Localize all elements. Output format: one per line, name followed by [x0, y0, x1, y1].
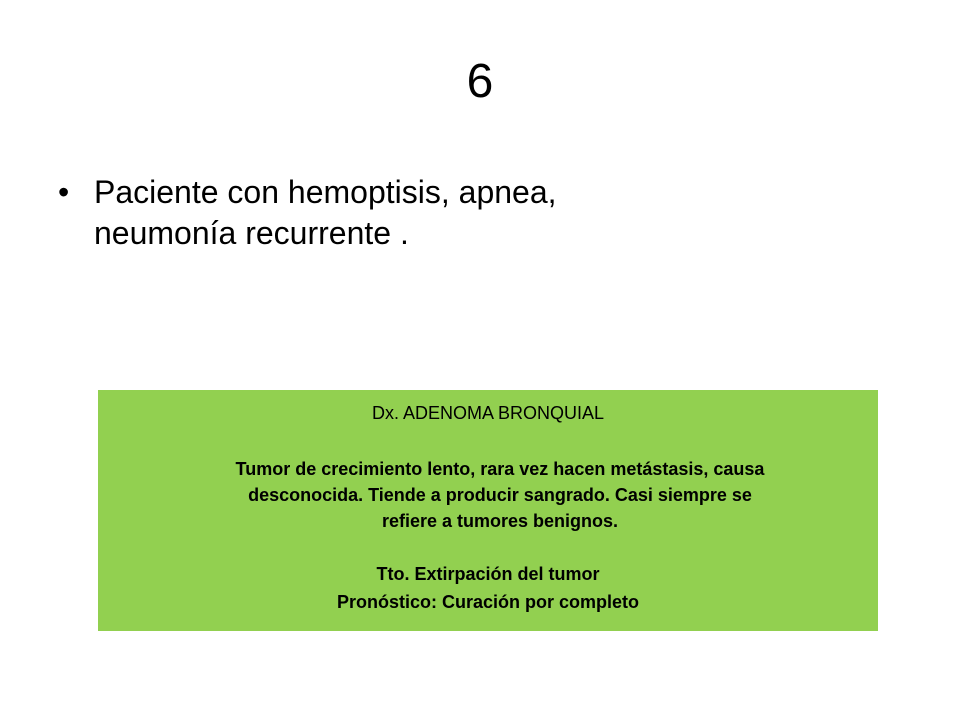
bullet-item [58, 172, 878, 254]
description-line-3: refiere a tumores benignos. [381, 511, 619, 531]
diagnosis-label: Dx. ADENOMA BRONQUIAL [371, 403, 605, 423]
bullet-list [58, 172, 878, 254]
slide-title: 6 [466, 55, 494, 108]
diagnosis-box [98, 390, 878, 631]
diagnosis-description [98, 456, 878, 534]
bullet-text-line-2: neumonía recurrente . [94, 215, 409, 251]
description-line-2: desconocida. Tiende a producir sangrado. Casi siempre se [248, 485, 752, 505]
treatment-text: Tto. Extirpación del tumor [376, 564, 600, 584]
bullet-dot-icon: • [58, 174, 70, 210]
description-line-1: Tumor de crecimiento lento, rara vez hacen metástasis, causa [235, 459, 765, 479]
bullet-text-line-1: Paciente con hemoptisis, apnea, [94, 174, 557, 210]
prognosis-text: Pronóstico: Curación por completo [336, 592, 640, 612]
